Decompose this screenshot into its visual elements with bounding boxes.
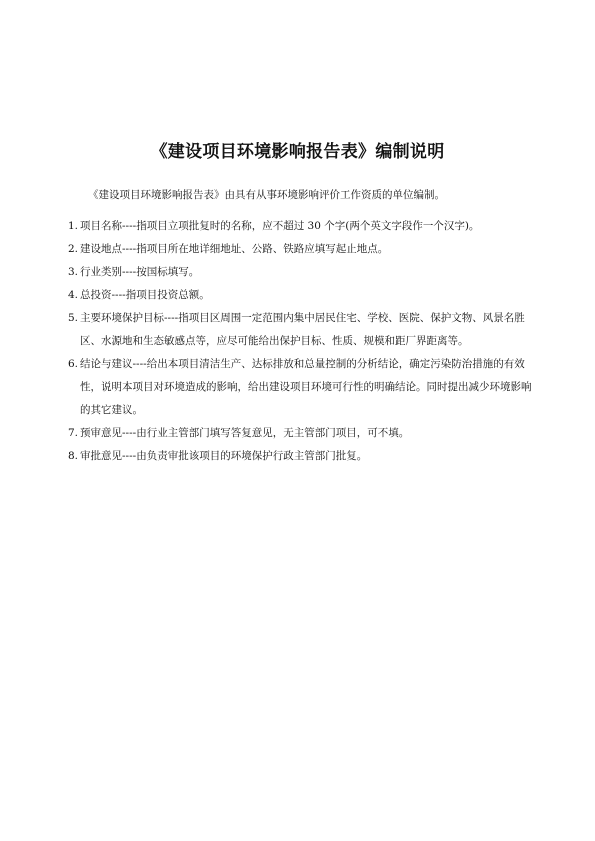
list-item-text: 结论与建议----给出本项目清洁生产、达标排放和总量控制的分析结论，确定污染防治措施的有效性，说明本项目对环境造成的影响，给出建设项目环境可行性的明确结论。同时提出减少环境影响的其它建议。 [80, 358, 532, 416]
list-item-text: 总投资----指项目投资总额。 [80, 289, 210, 301]
list-item-number: 2. [68, 243, 79, 255]
list-item-text: 主要环境保护目标----指项目区周围一定范围内集中居民住宅、学校、医院、保护文物、风景名胜区、水源地和生态敏感点等，应尽可能给出保护目标、性质、规模和距厂界距离等。 [80, 312, 525, 347]
instruction-list [68, 215, 538, 468]
list-item-5 [68, 307, 538, 353]
list-item-text: 项目名称----指项目立项批复时的名称，应不超过 30 个字(两个英文字段作一个汉字)。 [80, 220, 480, 232]
list-item-number: 4. [68, 289, 79, 301]
list-item-number: 3. [68, 266, 79, 278]
list-item-2 [68, 238, 538, 261]
list-item-7 [68, 422, 538, 445]
list-item-text: 行业类别----按国标填写。 [80, 266, 200, 278]
list-item-text: 建设地点----指项目所在地详细地址、公路、铁路应填写起止地点。 [80, 243, 389, 255]
list-item-text: 审批意见----由负责审批该项目的环境保护行政主管部门批复。 [80, 450, 368, 462]
list-item-1 [68, 215, 538, 238]
intro-paragraph: 《建设项目环境影响报告表》由具有从事环境影响评价工作资质的单位编制。 [88, 189, 445, 201]
list-item-3 [68, 261, 538, 284]
document-title: 《建设项目环境影响报告表》编制说明 [150, 142, 445, 162]
list-item-number: 8. [68, 450, 79, 462]
list-item-6 [68, 353, 538, 422]
list-item-8 [68, 445, 538, 468]
list-item-4 [68, 284, 538, 307]
list-item-text: 预审意见----由行业主管部门填写答复意见，无主管部门项目，可不填。 [80, 427, 410, 439]
list-item-number: 1. [68, 220, 79, 232]
list-item-number: 6. [68, 358, 79, 370]
list-item-number: 5. [68, 312, 79, 324]
list-item-number: 7. [68, 427, 79, 439]
